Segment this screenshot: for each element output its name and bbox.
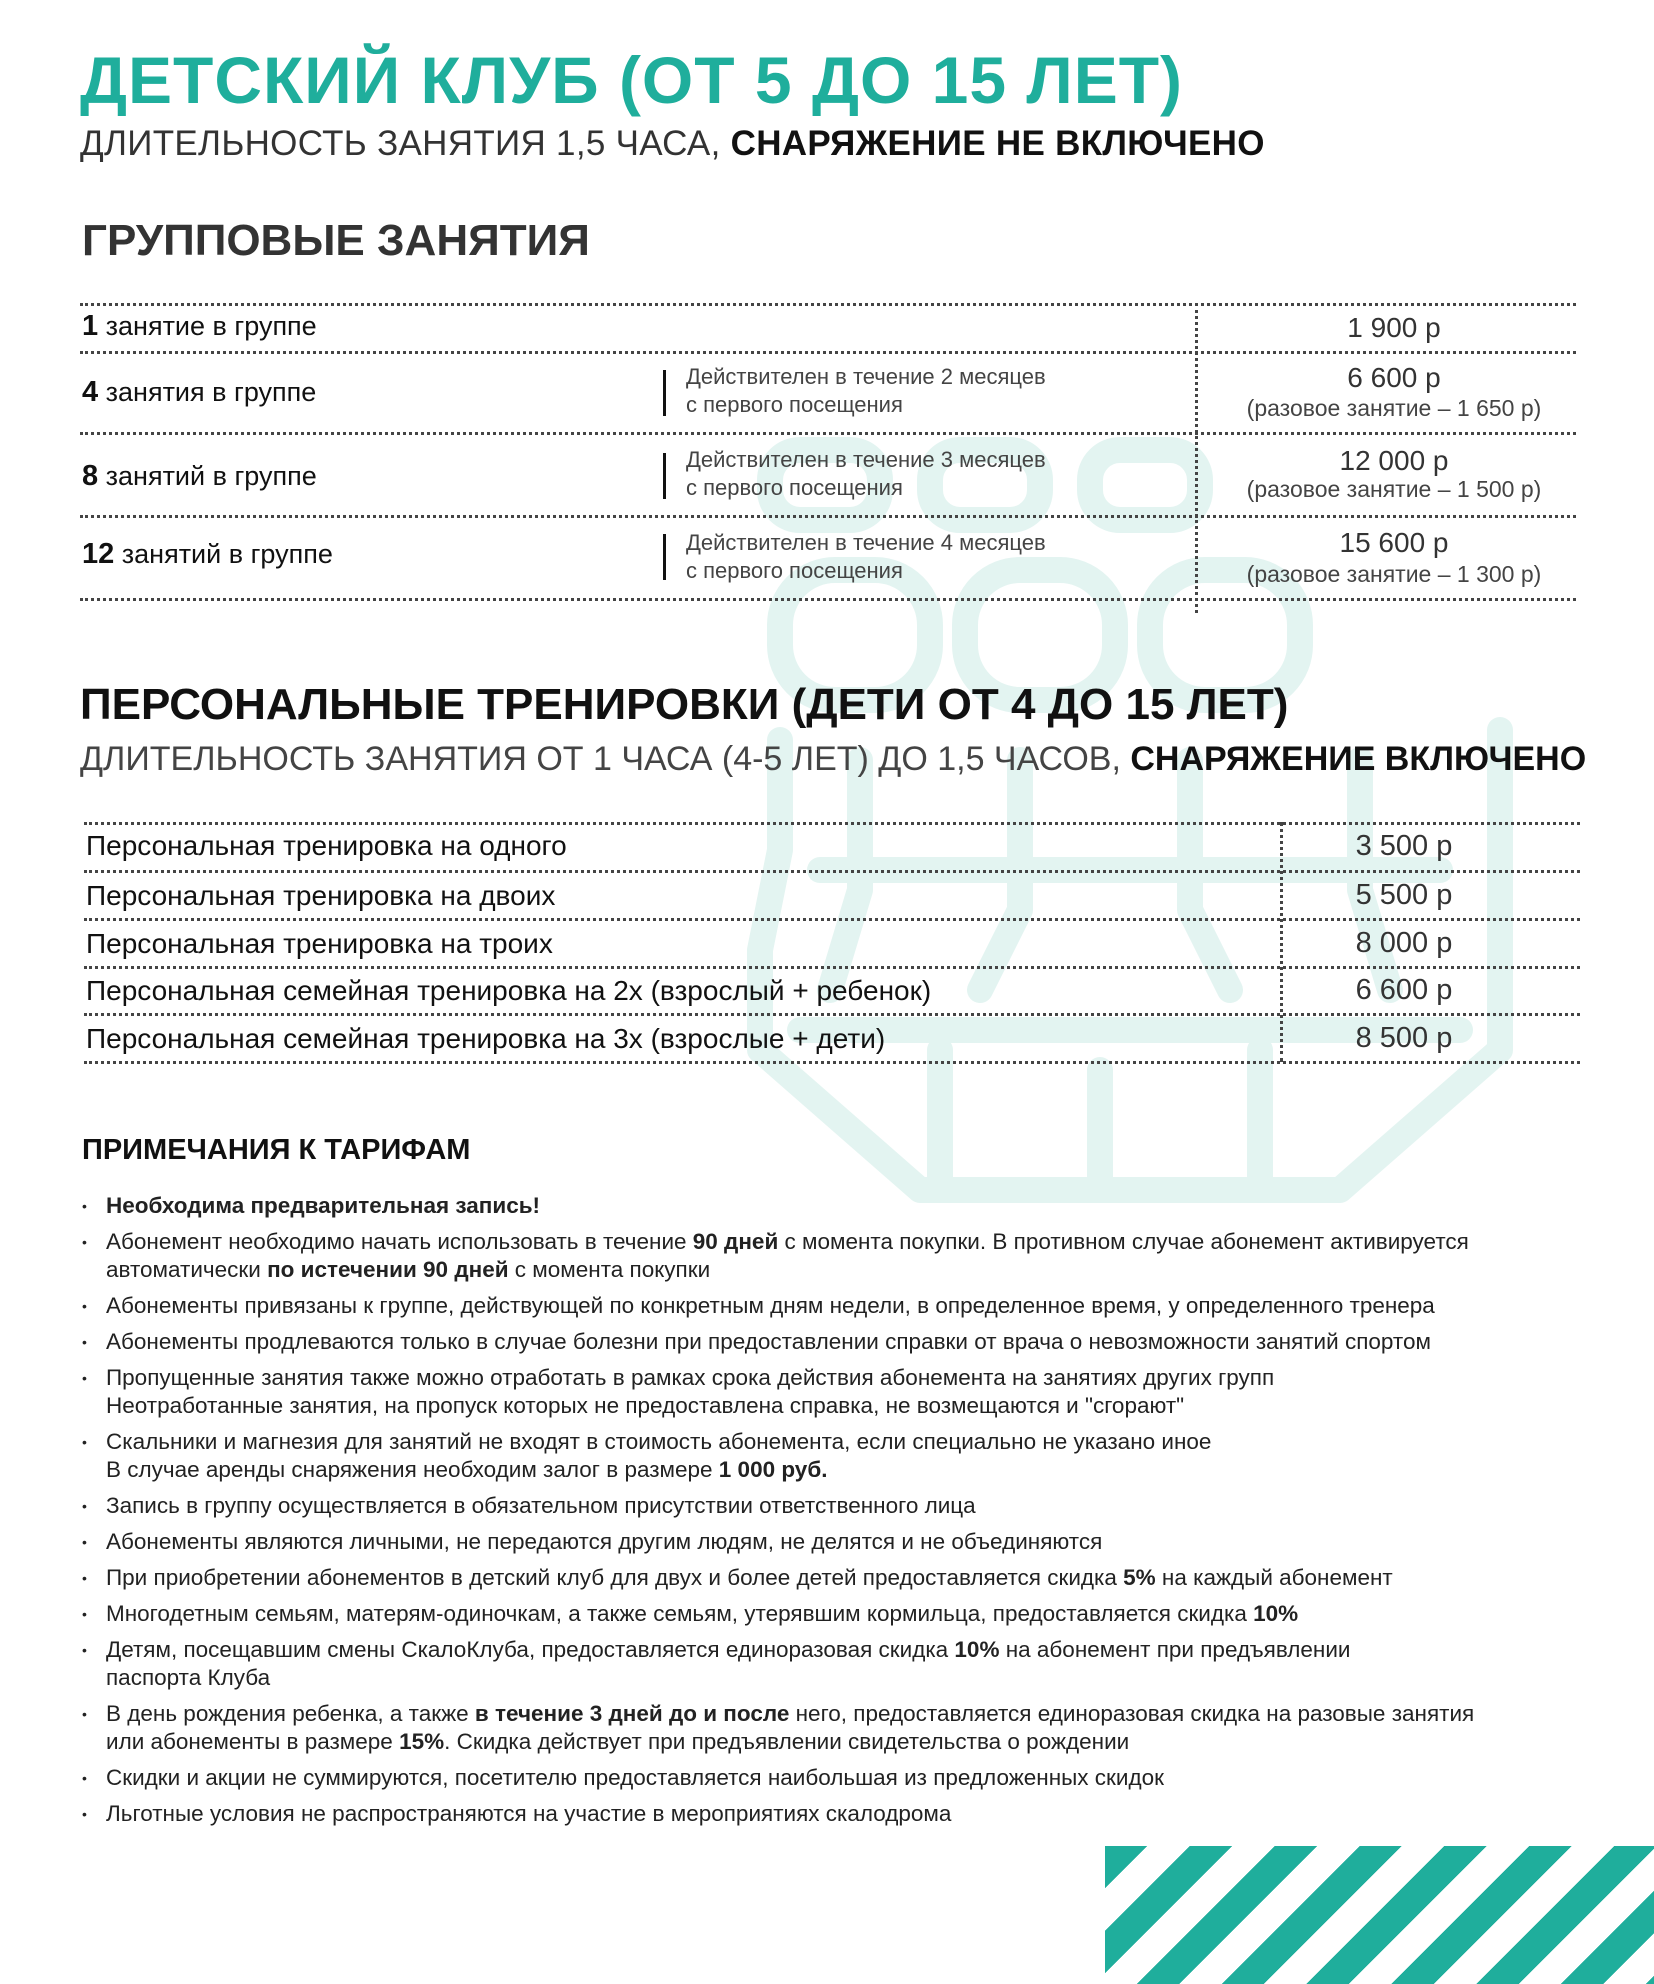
note-item: • Абонемент необходимо начать использовать в течение 90 дней с момента покупки. В противном случае абонемент активируется автоматически по истечении 90 дней с момента покупки <box>82 1228 1622 1284</box>
divider <box>80 515 1576 518</box>
group-row-name: 12 занятий в группе <box>82 538 333 570</box>
column-divider <box>1280 822 1283 1062</box>
club-subtitle: ДЛИТЕЛЬНОСТЬ ЗАНЯТИЯ 1,5 ЧАСА, СНАРЯЖЕНИЕ НЕ ВКЛЮЧЕНО <box>80 124 1265 163</box>
divider <box>80 598 1576 601</box>
note-item: • Необходима предварительная запись! <box>82 1192 1622 1220</box>
note-item: • В день рождения ребенка, а также в течение 3 дней до и после него, предоставляется единоразовая скидка на разовые занятия или абонементы в размере 15%. Скидка действует при предъявлении свидетельства о рождении <box>82 1700 1622 1756</box>
personal-row-name: Персональная тренировка на двоих <box>86 880 556 911</box>
personal-heading: ПЕРСОНАЛЬНЫЕ ТРЕНИРОВКИ (ДЕТИ ОТ 4 ДО 15 ЛЕТ) <box>80 680 1289 729</box>
group-row-name: 8 занятий в группе <box>82 460 317 492</box>
group-row-name: 1 занятие в группе <box>82 310 317 342</box>
striped-corner-decoration <box>1105 1846 1654 1984</box>
validity-bar <box>663 370 666 416</box>
divider <box>80 432 1576 435</box>
personal-row-name: Персональная семейная тренировка на 3х (взрослые + дети) <box>86 1023 886 1054</box>
group-row-price: 15 600 р <box>1339 527 1449 558</box>
divider <box>84 870 1580 873</box>
divider <box>80 303 1576 306</box>
personal-row-name: Персональная тренировка на троих <box>86 928 553 959</box>
divider <box>84 918 1580 921</box>
note-item: • Льготные условия не распространяются на участие в мероприятиях скалодрома <box>82 1800 1622 1828</box>
note-item: • Скальники и магнезия для занятий не входят в стоимость абонемента, если специально не указано иное В случае аренды снаряжения необходим залог в размере 1 000 руб. <box>82 1428 1622 1484</box>
note-item: • Многодетным семьям, матерям-одиночкам, а также семьям, утерявшим кормильца, предоставляется скидка 10% <box>82 1600 1622 1628</box>
group-row-price: 12 000 р <box>1339 445 1449 476</box>
group-row-single-price: (разовое занятие – 1 650 р) <box>1246 395 1542 421</box>
personal-subtitle: ДЛИТЕЛЬНОСТЬ ЗАНЯТИЯ ОТ 1 ЧАСА (4-5 ЛЕТ) ДО 1,5 ЧАСОВ, СНАРЯЖЕНИЕ ВКЛЮЧЕНО <box>80 740 1587 778</box>
validity-bar <box>663 534 666 580</box>
personal-row-name: Персональная семейная тренировка на 2х (взрослый + ребенок) <box>86 975 932 1006</box>
group-row-name: 4 занятия в группе <box>82 376 317 408</box>
note-item: • Скидки и акции не суммируются, посетителю предоставляется наибольшая из предложенных скидок <box>82 1764 1622 1792</box>
group-row-validity: Действителен в течение 2 месяцев с первого посещения <box>686 364 1046 417</box>
divider <box>84 966 1580 969</box>
group-row-price: 6 600 р <box>1347 362 1441 393</box>
page-title: ДЕТСКИЙ КЛУБ (ОТ 5 ДО 15 ЛЕТ) <box>80 43 1184 117</box>
notes-list <box>82 1192 1622 1836</box>
note-item: • Абонементы продлеваются только в случае болезни при предоставлении справки от врача о невозможности занятий спортом <box>82 1328 1622 1356</box>
divider <box>84 1061 1580 1064</box>
divider <box>84 1013 1580 1016</box>
personal-row-price: 3 500 р <box>1355 830 1453 862</box>
validity-bar <box>663 453 666 499</box>
note-item: • Детям, посещавшим смены СкалоКлуба, предоставляется единоразовая скидка 10% на абонемент при предъявлении паспорта Клуба <box>82 1636 1622 1692</box>
group-heading: ГРУППОВЫЕ ЗАНЯТИЯ <box>82 216 590 265</box>
personal-row-price: 5 500 р <box>1355 879 1453 911</box>
note-item: • Абонементы привязаны к группе, действующей по конкретным дням недели, в определенное время, у определенного тренера <box>82 1292 1622 1320</box>
notes-heading: ПРИМЕЧАНИЯ К ТАРИФАМ <box>82 1134 471 1166</box>
note-item: • Запись в группу осуществляется в обязательном присутствии ответственного лица <box>82 1492 1622 1520</box>
personal-row-name: Персональная тренировка на одного <box>86 830 567 861</box>
group-row-single-price: (разовое занятие – 1 500 р) <box>1246 476 1542 502</box>
group-row-single-price: (разовое занятие – 1 300 р) <box>1246 561 1542 587</box>
divider <box>80 351 1576 354</box>
personal-row-price: 8 000 р <box>1355 927 1453 959</box>
note-item: • При приобретении абонементов в детский клуб для двух и более детей предоставляется скидка 5% на каждый абонемент <box>82 1564 1622 1592</box>
personal-row-price: 6 600 р <box>1355 974 1453 1006</box>
personal-row-price: 8 500 р <box>1355 1022 1453 1054</box>
note-item: • Абонементы являются личными, не передаются другим людям, не делятся и не объединяются <box>82 1528 1622 1556</box>
group-row-price: 1 900 р <box>1347 312 1441 343</box>
divider <box>84 822 1580 825</box>
group-row-validity: Действителен в течение 3 месяцев с первого посещения <box>686 447 1046 500</box>
note-item: • Пропущенные занятия также можно отработать в рамках срока действия абонемента на занятиях других групп Неотработанные занятия, на пропуск которых не предоставлена справка, не возмещаются и "сгорают" <box>82 1364 1622 1420</box>
group-row-validity: Действителен в течение 4 месяцев с первого посещения <box>686 530 1046 583</box>
